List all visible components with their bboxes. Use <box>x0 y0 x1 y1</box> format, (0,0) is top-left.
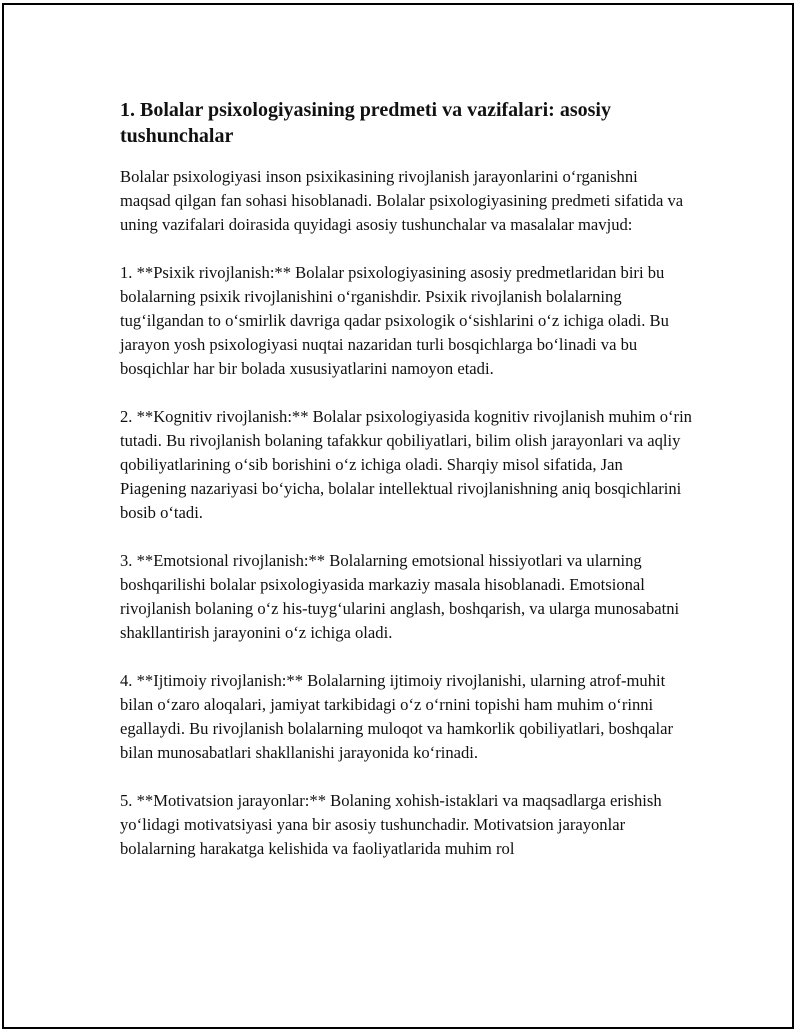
intro-paragraph: Bolalar psixologiyasi inson psixikasining rivojlanish jarayonlarini o‘rganishni maqsad qilgan fan sohasi hisoblanadi. Bolalar psixologiyasining predmeti sifatida va uning vazifalari doirasida quyidagi asosiy tushunchalar va masalalar mavjud: <box>120 167 684 234</box>
document-body <box>120 97 692 885</box>
paragraph-social-development: 4. **Ijtimoiy rivojlanish:** Bolalarning ijtimoiy rivojlanishi, ularning atrof-muhit bilan o‘zaro aloqalari, jamiyat tarkibidagi o‘z o‘rnini topishi ham muhim o‘rinni egallaydi. Bu rivojlanish bolalarning muloqot va hamkorlik qobiliyatlari, boshqalar bilan munosabatlari shakllanishi jarayonida ko‘rinadi. <box>120 671 674 762</box>
paragraph-motivational-processes: 5. **Motivatsion jarayonlar:** Bolaning xohish-istaklari va maqsadlarga erishish yo‘lidagi motivatsiyasi yana bir asosiy tushunchadir. Motivatsion jarayonlar bolalarning harakatga kelishida va faoliyatlarida muhim rol <box>120 791 662 858</box>
paragraph-cognitive-development: 2. **Kognitiv rivojlanish:** Bolalar psixologiyasida kognitiv rivojlanish muhim o‘rin tutadi. Bu rivojlanish bolaning tafakkur qobiliyatlari, bilim olish jarayonlari va aqliy qobiliyatlarining o‘sib borishini o‘z ichiga oladi. Sharqiy misol sifatida, Jan Piagening nazariyasi bo‘yicha, bolalar intellektual rivojlanishning aniq bosqichlarini bosib o‘tadi. <box>120 407 692 522</box>
document-page <box>2 3 794 1029</box>
document-title: 1. Bolalar psixologiyasining predmeti va vazifalari: asosiy tushunchalar <box>120 99 611 147</box>
paragraph-psychic-development: 1. **Psixik rivojlanish:** Bolalar psixologiyasining asosiy predmetlaridan biri bu bolalarning psixik rivojlanishini o‘rganishdir. Psixik rivojlanish bolalarning tug‘ilgandan to o‘smirlik davriga qadar psixologik o‘sishlarini o‘z ichiga oladi. Bu jarayon yosh psixologiyasi nuqtai nazaridan turli bosqichlarga bo‘linadi va bu bosqichlar har bir bolada xususiyatlarini namoyon etadi. <box>120 263 669 378</box>
paragraph-emotional-development: 3. **Emotsional rivojlanish:** Bolalarning emotsional hissiyotlari va ularning boshqarilishi bolalar psixologiyasida markaziy masala hisoblanadi. Emotsional rivojlanish bolaning o‘z his-tuyg‘ularini anglash, boshqarish, va ularga munosabatni shakllantirish jarayonini o‘z ichiga oladi. <box>120 551 680 642</box>
